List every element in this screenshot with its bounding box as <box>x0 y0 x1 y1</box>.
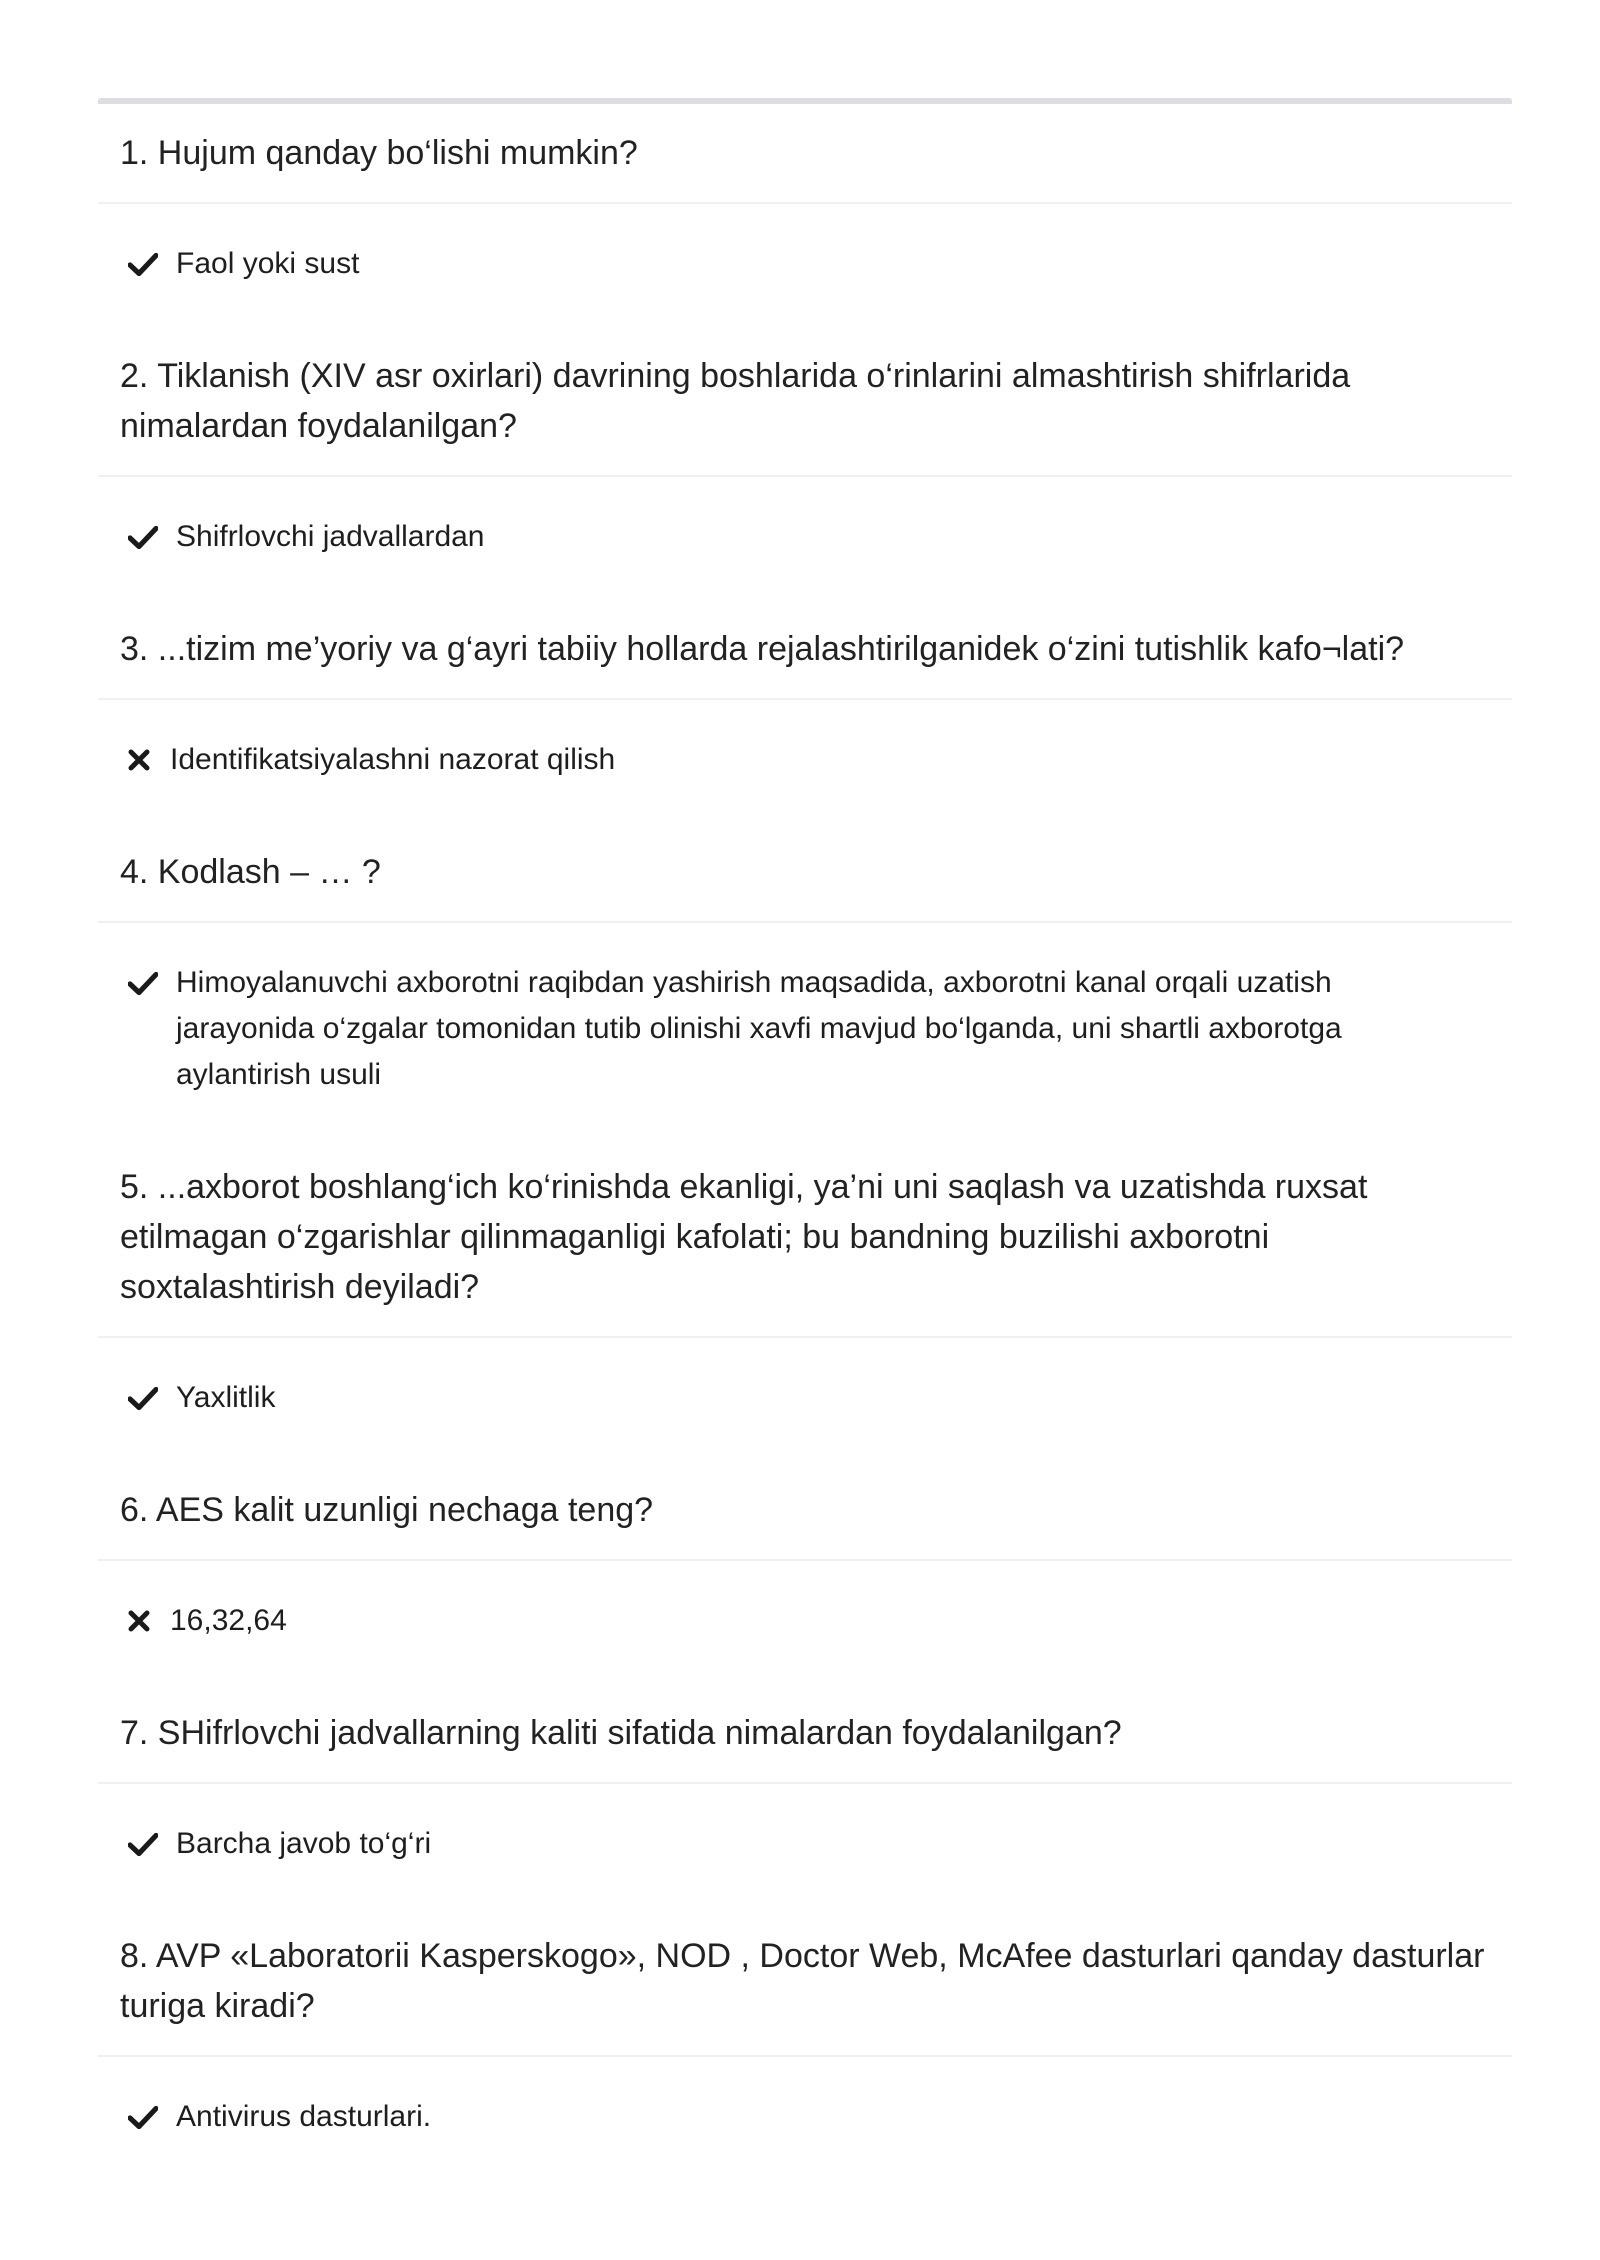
answer-text: Barcha javob to‘g‘ri <box>176 1827 432 1860</box>
question-text: 2. Tiklanish (XIV asr oxirlari) davrining boshlarida o‘rinlarini almashtirish shifrlarida nimalardan foydalanilgan? <box>98 327 1512 477</box>
check-icon <box>128 514 162 560</box>
question-block-8 <box>98 1907 1512 2180</box>
quiz-results-list <box>98 98 1512 2180</box>
question-block-7 <box>98 1684 1512 1907</box>
question-block-1 <box>98 104 1512 327</box>
answer-text: Himoyalanuvchi axborotni raqibdan yashirish maqsadida, axborotni kanal orqali uzatish jarayonida o‘zgalar tomonidan tutib olinishi xavfi mavjud bo‘lganda, uni shartli axborotga aylantirish usuli <box>176 966 1342 1091</box>
check-icon <box>128 960 162 1006</box>
question-text: 1. Hujum qanday bo‘lishi mumkin? <box>98 104 1512 204</box>
answer-text: 16,32,64 <box>170 1604 287 1637</box>
question-text: 4. Kodlash – … ? <box>98 823 1512 923</box>
answer-row <box>98 1784 1512 1907</box>
question-text: 3. ...tizim me’yoriy va g‘ayri tabiiy hollarda rejalashtirilganidek o‘zini tutishlik kafo¬lati? <box>98 600 1512 700</box>
answer-text: Yaxlitlik <box>176 1381 276 1414</box>
answer-row <box>98 2057 1512 2180</box>
answer-text: Faol yoki sust <box>176 247 360 280</box>
answer-row <box>98 700 1512 823</box>
check-icon <box>128 1821 162 1867</box>
cross-icon <box>128 1598 156 1644</box>
question-text: 8. AVP «Laboratorii Kasperskogo», NOD , Doctor Web, McAfee dasturlari qanday dasturlar turiga kiradi? <box>98 1907 1512 2057</box>
answer-text: Antivirus dasturlari. <box>176 2100 432 2133</box>
answer-text: Identifikatsiyalashni nazorat qilish <box>170 743 616 776</box>
check-icon <box>128 1375 162 1421</box>
check-icon <box>128 2094 162 2140</box>
question-block-3 <box>98 600 1512 823</box>
check-icon <box>128 241 162 287</box>
answer-row <box>98 923 1512 1138</box>
answer-text: Shifrlovchi jadvallardan <box>176 520 485 553</box>
cross-icon <box>128 737 156 783</box>
question-block-5 <box>98 1138 1512 1461</box>
answer-row <box>98 477 1512 600</box>
question-block-2 <box>98 327 1512 600</box>
answer-row <box>98 1561 1512 1684</box>
answer-row <box>98 1338 1512 1461</box>
question-text: 5. ...axborot boshlang‘ich ko‘rinishda ekanligi, ya’ni uni saqlash va uzatishda ruxsat etilmagan o‘zgarishlar qilinmaganligi kafolati; bu bandning buzilishi axborotni soxtalashtirish deyiladi? <box>98 1138 1512 1338</box>
question-block-6 <box>98 1461 1512 1684</box>
question-text: 6. AES kalit uzunligi nechaga teng? <box>98 1461 1512 1561</box>
answer-row <box>98 204 1512 327</box>
question-text: 7. SHifrlovchi jadvallarning kaliti sifatida nimalardan foydalanilgan? <box>98 1684 1512 1784</box>
question-block-4 <box>98 823 1512 1138</box>
